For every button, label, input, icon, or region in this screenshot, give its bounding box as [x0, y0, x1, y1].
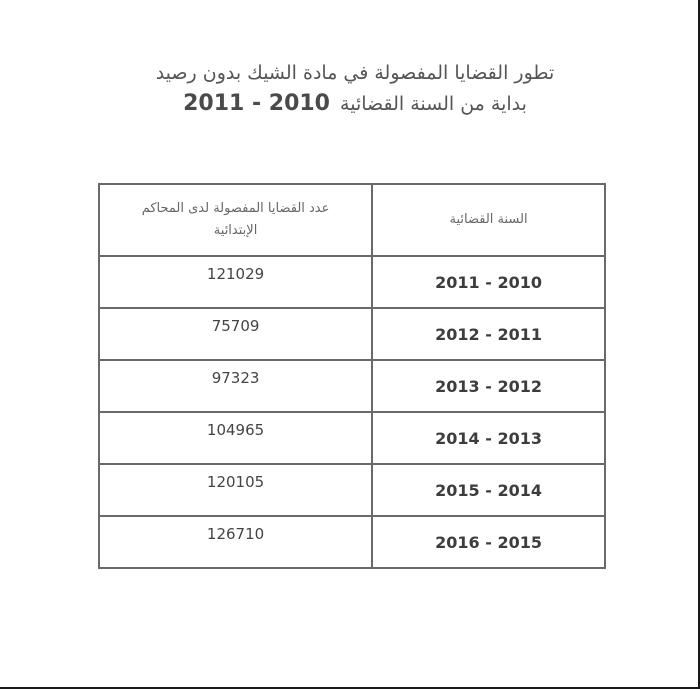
heading-line-2-text: بداية من السنة القضائية: [340, 93, 527, 115]
count-cell: 97323: [99, 360, 372, 412]
heading-line-2: [150, 88, 560, 120]
table-row: [99, 464, 605, 516]
header-judicial-year: السنة القضائية: [372, 184, 605, 256]
count-cell: 104965: [99, 412, 372, 464]
count-cell: 121029: [99, 256, 372, 308]
heading-years: 2011 - 2010: [183, 91, 330, 116]
count-cell: 126710: [99, 516, 372, 568]
table-row: [99, 516, 605, 568]
year-cell: 2015 - 2014: [372, 464, 605, 516]
header-cases-count: عدد القضايا المفصولة لدى المحاكم الإبتدائية: [99, 184, 372, 256]
table-row: [99, 412, 605, 464]
document-heading: [150, 58, 560, 120]
year-cell: 2011 - 2010: [372, 256, 605, 308]
heading-line-1: تطور القضايا المفصولة في مادة الشيك بدون رصيد: [155, 62, 555, 84]
count-cell: 75709: [99, 308, 372, 360]
year-cell: 2014 - 2013: [372, 412, 605, 464]
year-cell: 2016 - 2015: [372, 516, 605, 568]
count-cell: 120105: [99, 464, 372, 516]
cases-table: [98, 183, 606, 569]
table-row: [99, 360, 605, 412]
table-header-row: [99, 184, 605, 256]
year-cell: 2013 - 2012: [372, 360, 605, 412]
table-row: [99, 308, 605, 360]
table-row: [99, 256, 605, 308]
year-cell: 2012 - 2011: [372, 308, 605, 360]
